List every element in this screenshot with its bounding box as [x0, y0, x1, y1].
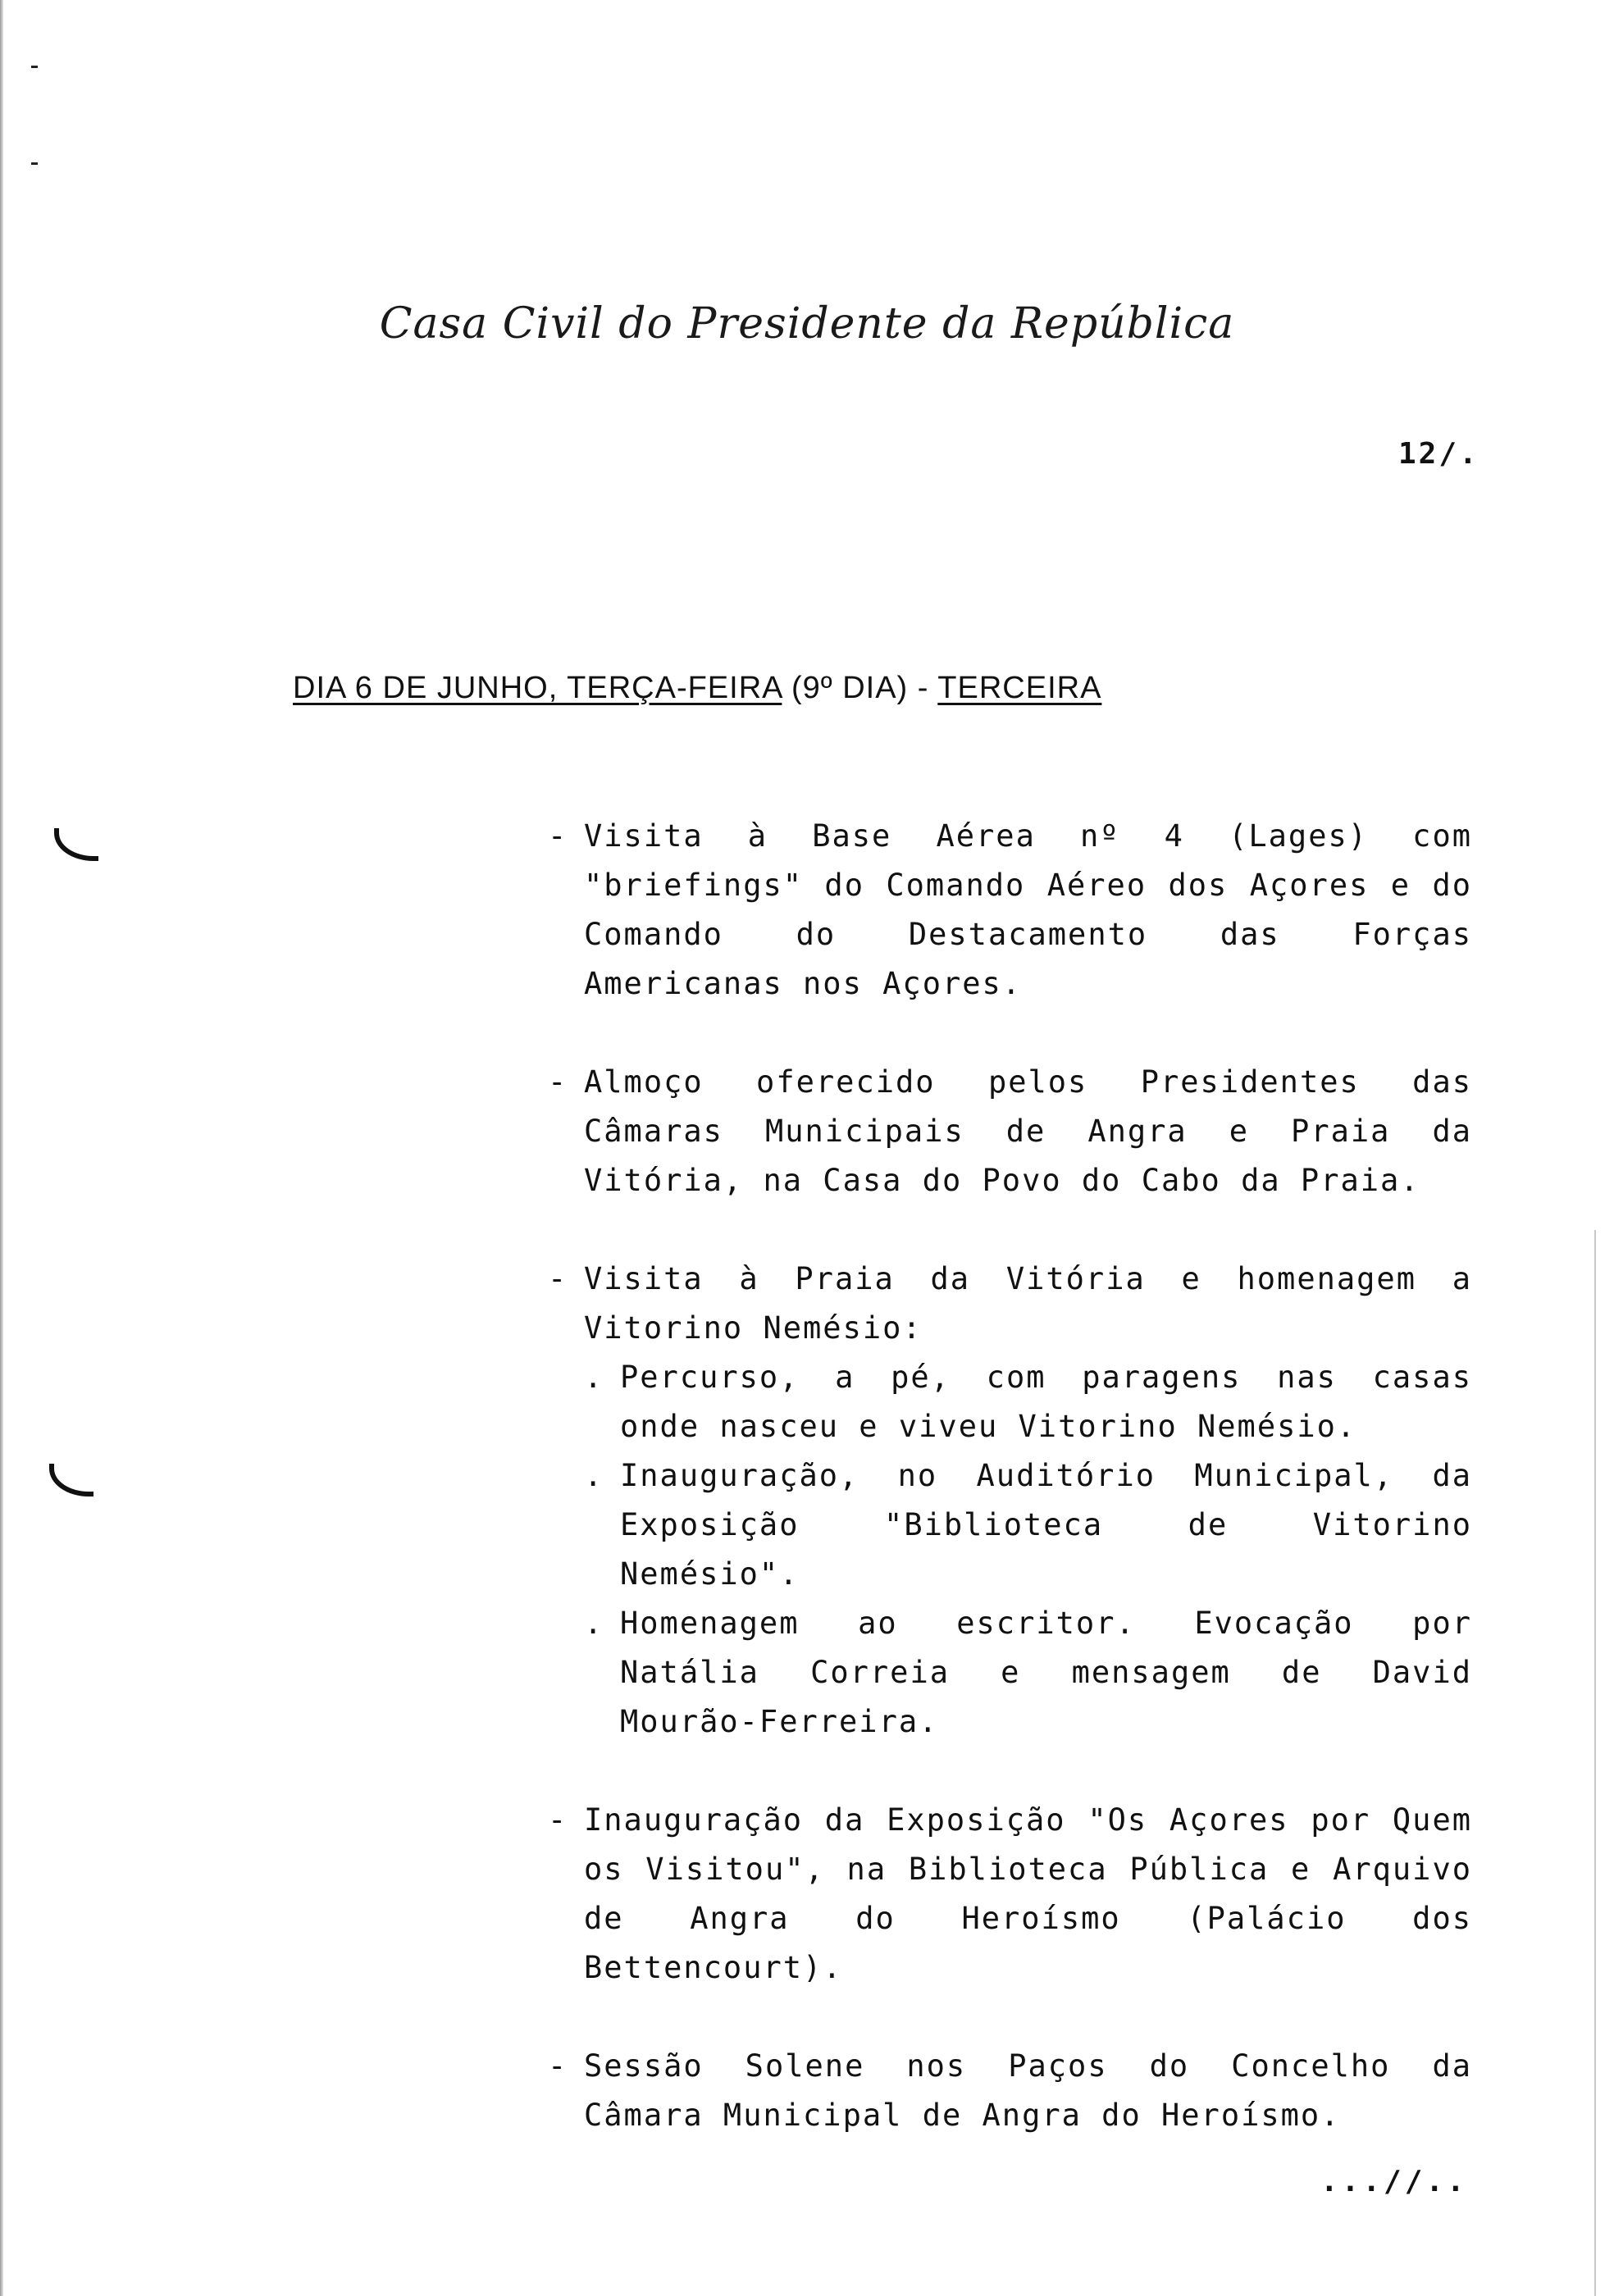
letterhead: Casa Civil do Presidente da República — [379, 299, 1235, 348]
item-bullet: - — [548, 1064, 568, 1100]
sub-bullet: . — [584, 1458, 604, 1493]
heading-place: TERCEIRA — [937, 671, 1102, 705]
sub-bullet: . — [584, 1606, 604, 1641]
item-text: Visita à Praia da Vitória e homenagem a Vitorino Nemésio: — [584, 1261, 1472, 1346]
item-text: Sessão Solene nos Paços do Concelho da Câmara Municipal de Angra do Heroísmo. — [584, 2048, 1472, 2133]
item-text: Visita à Base Aérea nº 4 (Lages) com "briefings" do Comando Aéreo dos Açores e do Comando do Destacamento das Forças Americanas nos Açores. — [584, 818, 1472, 1001]
item-bullet: - — [548, 818, 568, 854]
heading-date: DIA 6 DE JUNHO, TERÇA-FEIRA — [293, 671, 782, 705]
scan-speck — [31, 66, 38, 68]
item-bullet: - — [548, 1261, 568, 1296]
punch-hole-mark — [54, 828, 98, 861]
item-text: Almoço oferecido pelos Presidentes das Câmaras Municipais de Angra e Praia da Vitória, na Casa do Povo do Cabo da Praia. — [584, 1064, 1472, 1198]
agenda-item — [541, 1796, 1472, 1993]
item-text: Inauguração da Exposição "Os Açores por Quem os Visitou", na Biblioteca Pública e Arquivo de Angra do Heroísmo (Palácio dos Bettencourt). — [584, 1802, 1472, 1985]
agenda-item — [541, 812, 1472, 1009]
agenda-item — [541, 1255, 1472, 1747]
sub-item-text: Inauguração, no Auditório Municipal, da Exposição "Biblioteca de Vitorino Nemésio". — [620, 1458, 1472, 1592]
item-bullet: - — [548, 2048, 568, 2084]
sub-item-text: Homenagem ao escritor. Evocação por Natália Correia e mensagem de David Mourão-Ferreira. — [620, 1606, 1472, 1739]
sub-item-text: Percurso, a pé, com paragens nas casas onde nasceu e viveu Vitorino Nemésio. — [620, 1360, 1472, 1444]
day-heading — [293, 671, 1101, 706]
continuation-mark: ...//.. — [1320, 2165, 1468, 2198]
scan-edge-right — [1594, 1230, 1596, 2296]
sub-item — [541, 1451, 1472, 1599]
sub-item — [541, 1599, 1472, 1747]
sub-bullet: . — [584, 1360, 604, 1395]
sub-item — [541, 1353, 1472, 1451]
heading-day: (9º DIA) - — [782, 671, 938, 705]
page-number: 12/. — [1398, 437, 1480, 471]
agenda-item — [541, 2042, 1472, 2140]
item-bullet: - — [548, 1802, 568, 1838]
scan-speck — [31, 162, 38, 165]
agenda-item — [541, 1058, 1472, 1205]
agenda-list — [541, 812, 1472, 2140]
sub-list — [541, 1353, 1472, 1747]
punch-hole-mark — [49, 1464, 93, 1496]
